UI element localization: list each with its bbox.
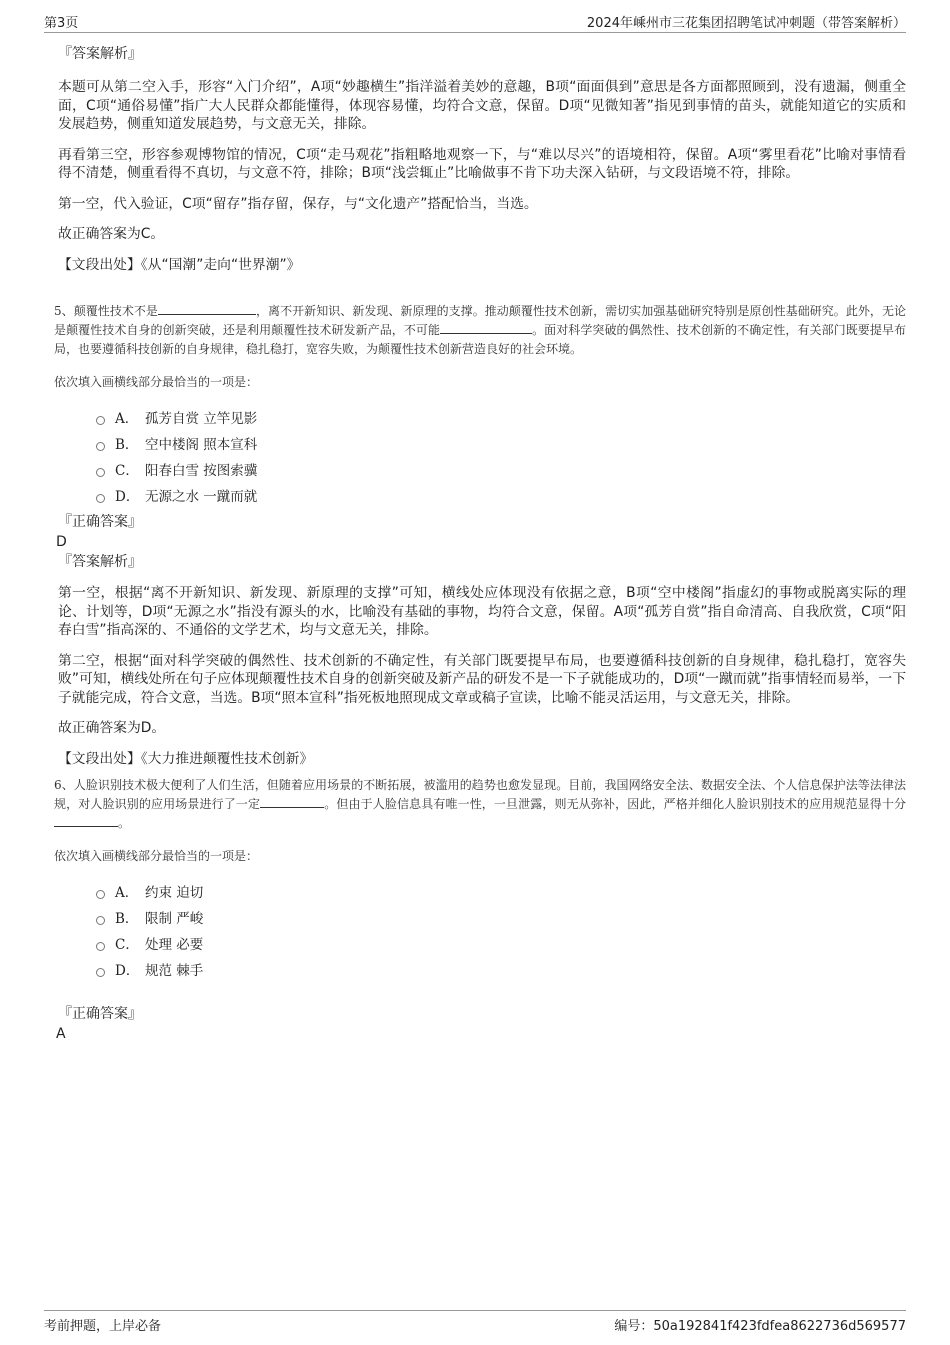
document-title: 2024年嵊州市三花集团招聘笔试冲刺题（带答案解析）: [586, 16, 906, 31]
option-b[interactable]: B． 限制 严峻: [96, 904, 906, 930]
radio-icon[interactable]: [96, 494, 105, 503]
option-list: [96, 404, 906, 508]
question-prompt: 依次填入画横线部分最恰当的一项是：: [54, 375, 259, 389]
option-b[interactable]: B． 空中楼阁 照本宣科: [96, 430, 906, 456]
analysis-label: 『答案解析』: [58, 554, 142, 570]
radio-icon[interactable]: [96, 468, 105, 477]
answer-statement: 故正确答案为C。: [58, 226, 165, 242]
question-5-text: 5、颠覆性技术不是 ，离不开新知识、新发现、新原理的支撑。推动颠覆性技术创新，需切实加强基础研究特别是原创性基础研究。此外，无论是颠覆性技术自身的创新突破，还是利用颠覆性技术研发新产品，不可能 。面对科学突破的偶然性、技术创新的不确定性，有关部门既要提早布局，也要遵循科技创新的自身规律，稳扎稳打，宽容失败，为颠覆性技术创新营造良好的社会环境。: [54, 304, 906, 356]
radio-icon[interactable]: [96, 916, 105, 925]
option-d[interactable]: D． 无源之水 一蹴而就: [96, 482, 906, 508]
correct-answer: A: [56, 1026, 66, 1042]
question-6-text: 6、人脸识别技术极大便利了人们生活，但随着应用场景的不断拓展，被滥用的趋势也愈发显现。目前，我国网络安全法、数据安全法、个人信息保护法等法律法规，对人脸识别的应用场景进行了一定 。但由于人脸信息具有唯一性，一旦泄露，则无从弥补，因此，严格并细化人脸识别技术的应用规范显得十分。: [54, 778, 906, 830]
analysis-paragraph: 第一空，代入验证，C项“留存”指存留，保存，与“文化遗产”搭配恰当，当选。: [58, 195, 538, 212]
radio-icon[interactable]: [96, 416, 105, 425]
radio-icon[interactable]: [96, 442, 105, 451]
analysis-label: 『答案解析』: [58, 46, 142, 62]
analysis-paragraph: 再看第三空，形容参观博物馆的情况，C项“走马观花”指粗略地观察一下，与“难以尽兴”的语境相符，保留。A项“雾里看花”比喻对事情看得不清楚，侧重看得不真切，与文意不符，排除；B项“浅尝辄止”比喻做事不肯下功夫深入钻研，与文段语境不符，排除。: [58, 146, 906, 181]
correct-answer-label: 『正确答案』: [58, 1006, 142, 1022]
blank-line: [54, 814, 118, 827]
option-list: [96, 878, 906, 982]
correct-answer-label: 『正确答案』: [58, 514, 142, 530]
page-number: 第3页: [44, 16, 79, 31]
option-c[interactable]: C． 阳春白雪 按图索骥: [96, 456, 906, 482]
page-header: [44, 12, 906, 33]
radio-icon[interactable]: [96, 942, 105, 951]
footer-slogan: 考前押题，上岸必备: [44, 1319, 162, 1334]
source-citation: 【文段出处】《大力推进颠覆性技术创新》: [58, 750, 314, 767]
radio-icon[interactable]: [96, 890, 105, 899]
source-citation: 【文段出处】《从“国潮”走向“世界潮”》: [58, 256, 301, 273]
analysis-paragraph: 第二空，根据“面对科学突破的偶然性、技术创新的不确定性，有关部门既要提早布局，也要遵循科技创新的自身规律，稳扎稳打，宽容失败”可知，横线处所在句子应体现颠覆性技术自身的创新突破及新产品的研发不是一下子就能成功的，D项“一蹴而就”指事情轻而易举，一下子就能完成，符合文意，当选。B项“照本宣科”指死板地照现成文章或稿子宣读，比喻不能灵活运用，与文意无关，排除。: [58, 652, 906, 706]
correct-answer: D: [56, 534, 67, 550]
analysis-paragraph: 第一空，根据“离不开新知识、新发现、新原理的支撑”可知，横线处应体现没有依据之意，B项“空中楼阁”指虚幻的事物或脱离实际的理论、计划等，D项“无源之水”指没有源头的水，比喻没有基础的事物，均符合文意，保留。A项“孤芳自赏”指自命清高、自我欣赏，C项“阳春白雪”指高深的、不通俗的文学艺术，均与文意无关，排除。: [58, 585, 906, 638]
question-prompt: 依次填入画横线部分最恰当的一项是：: [54, 849, 259, 863]
blank-line: [440, 321, 532, 334]
blank-line: [158, 302, 256, 315]
radio-icon[interactable]: [96, 968, 105, 977]
option-c[interactable]: C． 处理 必要: [96, 930, 906, 956]
analysis-paragraph: 本题可从第二空入手，形容“入门介绍”，A项“妙趣横生”指洋溢着美妙的意趣，B项“面面俱到”意思是各方面都照顾到，没有遗漏，侧重全面，C项“通俗易懂”指广大人民群众都能懂得，体现容易懂，均符合文意，保留。D项“见微知著”指见到事情的苗头，就能知道它的实质和发展趋势，侧重知道发展趋势，与文意无关，排除。: [58, 79, 906, 132]
document-id: 编号：50a192841f423fdfea8622736d569577: [614, 1319, 906, 1334]
page-footer: [44, 1310, 906, 1334]
option-d[interactable]: D． 规范 棘手: [96, 956, 906, 982]
option-a[interactable]: A． 孤芳自赏 立竿见影: [96, 404, 906, 430]
option-a[interactable]: A． 约束 迫切: [96, 878, 906, 904]
answer-statement: 故正确答案为D。: [58, 720, 166, 736]
page-content: [54, 44, 906, 1044]
blank-line: [260, 795, 324, 808]
